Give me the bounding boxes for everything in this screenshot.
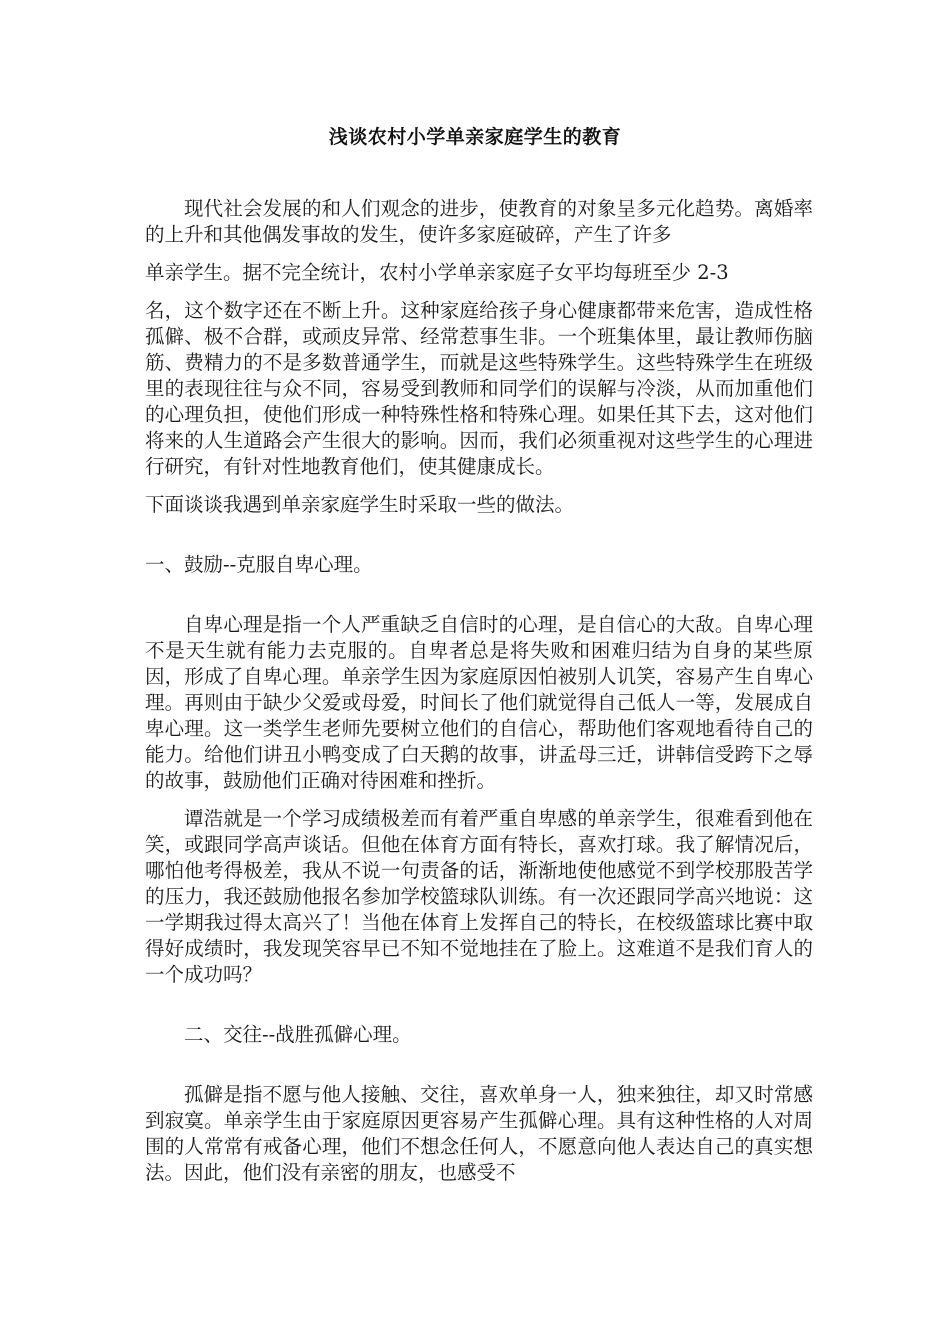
paragraph-inferiority: 自卑心理是指一个人严重缺乏自信时的心理，是自信心的大敌。自卑心理不是天生就有能力去克服的。自卑者总是将失败和困难归结为自身的某些原因，形成了自卑心理。单亲学生因为家庭原因怕被别人讥笑，容易产生自卑心理。再则由于缺少父爱或母爱，时间长了他们就觉得自己低人一等，发展成自卑心理。这一类学生老师先要树立他们的自信心，帮助他们客观地看待自己的能力。给他们讲丑小鸭变成了白天鹅的故事，讲孟母三迁，讲韩信受跨下之辱的故事，鼓励他们正确对待困难和挫折。 xyxy=(145,613,813,792)
paragraph-intro: 现代社会发展的和人们观念的进步，使教育的对象呈多元化趋势。离婚率的上升和其他偶发事故的发生，使许多家庭破碎，产生了许多 xyxy=(145,197,813,246)
paragraph-isolation: 孤僻是指不愿与他人接触、交往，喜欢单身一人，独来独往，却又时常感到寂寞。单亲学生由于家庭原因更容易产生孤僻心理。具有这种性格的人对周围的人常常有戒备心理，他们不想念任何人，不愿意向他人表达自己的真实想法。因此，他们没有亲密的朋友，也感受不 xyxy=(145,1083,813,1184)
paragraph-methods-intro: 下面谈谈我遇到单亲家庭学生时采取一些的做法。 xyxy=(145,493,575,516)
paragraph-case-tanhao: 谭浩就是一个学习成绩极差而有着严重自卑感的单亲学生，很难看到他在笑，或跟同学高声谈话。但他在体育方面有特长，喜欢打球。我了解情况后，哪怕他考得极差，我从不说一句责备的话，渐渐地使他感觉不到学校那股苦学的压力，我还鼓励他报名参加学校篮球队训练。有一次还跟同学高兴地说：这一学期我过得太高兴了！当他在体育上发挥自己的特长，在校级篮球比赛中取得好成绩时，我发现笑容早已不知不觉地挂在了脸上。这难道不是我们育人的一个成功吗？ xyxy=(145,807,813,986)
document-title: 浅谈农村小学单亲家庭学生的教育 xyxy=(328,126,622,148)
paragraph-statistics: 单亲学生。据不完全统计，农村小学单亲家庭子女平均每班至少 2-3 xyxy=(145,261,729,284)
paragraph-harm: 名，这个数字还在不断上升。这种家庭给孩子身心健康都带来危害，造成性格孤僻、极不合群，或顽皮异常、经常惹事生非。一个班集体里，最让教师伤脑筋、费精力的不是多数普通学生，而就是这些特殊学生。这些特殊学生在班级里的表现往往与众不同，容易受到教师和同学们的误解与冷淡，从而加重他们的心理负担，使他们形成一种特殊性格和特殊心理。如果任其下去，这对他们将来的人生道路会产生很大的影响。因而，我们必须重视对这些学生的心理进行研究，有针对性地教育他们，使其健康成长。 xyxy=(145,299,813,478)
section-heading-communicate: 二、交往--战胜孤僻心理。 xyxy=(184,1023,412,1046)
section-heading-encourage: 一、鼓励--克服自卑心理。 xyxy=(145,553,373,576)
document-body xyxy=(145,196,813,1186)
